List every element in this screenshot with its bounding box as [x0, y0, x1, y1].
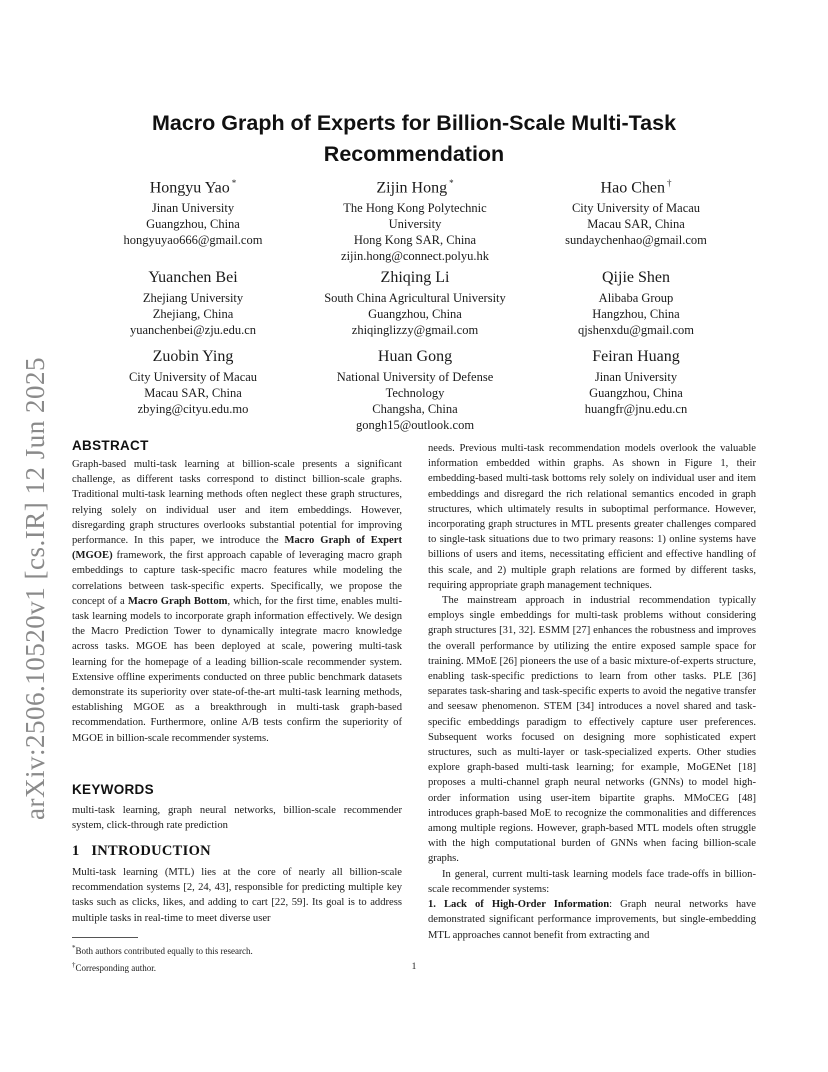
author-name: Zijin Hong * — [376, 178, 454, 197]
author-block — [78, 173, 308, 248]
author-block — [521, 268, 751, 338]
abstract-heading: ABSTRACT — [72, 438, 149, 453]
author-email: hongyuyao666@gmail.com — [123, 233, 263, 248]
author-name: Hongyu Yao * — [149, 178, 237, 197]
author-block — [300, 347, 530, 433]
author-affiliation: The Hong Kong Polytechnic — [343, 201, 487, 216]
author-email: yuanchenbei@zju.edu.cn — [129, 323, 257, 337]
keywords-heading: KEYWORDS — [72, 782, 154, 797]
author-affiliation: University — [388, 217, 442, 232]
author-affiliation: Zhejiang University — [142, 291, 244, 305]
intro-paragraph: In general, current multi-task learning models face trade-offs in billion-scale recommender systems: — [428, 868, 756, 895]
author-location: Zhejiang, China — [152, 307, 234, 321]
arxiv-identifier: arXiv:2506.10520v1 [cs.IR] 12 Jun 2025 — [20, 357, 50, 820]
author-affiliation: Technology — [385, 386, 445, 400]
mgoe-term: Macro Graph of Expert (MGOE) — [72, 535, 402, 562]
lack-of-high-order-term: 1. Lack of High-Order Information — [428, 899, 610, 911]
author-name: Huan Gong — [377, 348, 453, 365]
footnotes — [72, 941, 402, 975]
author-name: Yuanchen Bei — [148, 269, 238, 286]
author-email: zhiqinglizzy@gmail.com — [351, 323, 479, 337]
author-affiliation: Jinan University — [594, 370, 678, 384]
author-location: Hong Kong SAR, China — [353, 233, 477, 248]
author-email: zbying@cityu.edu.mo — [137, 402, 249, 416]
author-name: Hao Chen † — [600, 178, 672, 197]
author-location: Hangzhou, China — [592, 307, 680, 321]
author-block — [300, 268, 530, 338]
introduction-text-left: Multi-task learning (MTL) lies at the core of nearly all billion-scale recommendation systems [2, 24, 43], responsible for predicting multiple key tasks such as clicks, likes, and adding to cart [22, 59]. Its goal is to address multiple tasks in real-time to meet diverse user — [72, 867, 402, 924]
footnote-rule — [72, 937, 138, 938]
author-location: Guangzhou, China — [146, 217, 240, 232]
abstract-section — [72, 438, 402, 746]
author-email: qjshenxdu@gmail.com — [577, 323, 694, 337]
author-location: Guangzhou, China — [589, 386, 683, 400]
author-affiliation: Jinan University — [151, 201, 235, 216]
introduction-section — [72, 843, 402, 926]
author-location: Guangzhou, China — [368, 307, 462, 321]
keywords-section — [72, 782, 402, 833]
abstract-body: Graph-based multi-task learning at billion-scale presents a significant challenge, as different tasks correspond to distinct billion-scale graphs. Traditional multi-task learning methods often neglect these graph structures, relying solely on individual user and item embeddings. However, disregarding graph structures overlooks substantial potential for improving performance. In this paper, we introduce the Macro Graph of Expert (MGOE) framework, the first approach capable of leveraging macro graph embeddings to capture task-specific macro features while modeling the correlations between task-specific experts. Specifically, we propose the concept of a Macro Graph Bottom, which, for the first time, enables multi-task learning models to incorporate graph information effectively. We design the Macro Prediction Tower to dynamically integrate macro knowledge across tasks. MGOE has been deployed at scale, powering multi-task learning for the homepage of a leading billion-scale recommender system. Extensive offline experiments conducted on three public benchmark datasets demonstrate its superiority over state-of-the-art multi-task learning methods, establishing MGOE as a breakthrough in multi-task graph-based recommendation. Furthermore, online A/B tests confirm the superiority of MGOE in billion-scale recommender systems. — [72, 459, 402, 744]
author-location: Changsha, China — [372, 402, 458, 416]
intro-paragraph: needs. Previous multi-task recommendation models overlook the valuable information embedded within graphs. As shown in Figure 1, their embedding-based multi-task bottoms rely solely on individual user and item embeddings and disregard the rich relational semantics encoded in graph structures, which ultimately results in suboptimal performance. However, incorporating graph structures in MTL presents greater challenges compared to single-task situations due to two primary reasons: 1) online systems have billions of users and items, necessitating efficient and effective handling of this scale, and 2) multiple graph relations are formed by different tasks, requiring appropriate graph management techniques. — [428, 443, 756, 591]
author-block — [300, 173, 530, 264]
author-location: Macau SAR, China — [144, 386, 242, 400]
paper-title: Macro Graph of Experts for Billion-Scale Multi-Task Recommendation — [151, 111, 677, 166]
macro-graph-bottom-term: Macro Graph Bottom — [127, 595, 228, 607]
author-email: gongh15@outlook.com — [355, 418, 475, 432]
author-name: Zhiqing Li — [380, 269, 450, 286]
author-block — [521, 173, 751, 248]
author-name: Feiran Huang — [592, 348, 680, 365]
page-number: 1 — [411, 962, 417, 972]
intro-paragraph: The mainstream approach in industrial recommendation typically employs single embeddings for multi-task problems without considering graph structures [31, 32]. ESMM [27] enhances the robustness and improves the overall performance by utilizing the entire exposed sample space for training. MMoE [26] pioneers the use of a basic mixture-of-experts structure, enabling task-specific predictions to learn from other tasks. PLE [36] separates task-sharing and task-specific experts to avoid the negative transfer and seesaw phenomenon. STEM [34] introduces a novel shared and task-specific embeddings paradigm to effectively capture user preferences. Subsequent works focused on designing more sophisticated expert structures, such as multi-layer or task-specialized experts. Other studies explore graph-based multi-task learning; for example, MoGENet [18] proposes a multi-channel graph neural networks (GNNs) to model high-order information using user-item bipartite graphs. MMoCEG [48] introduces graph-based MoE to recognize the commonalities and differences among multiple regions. However, graph-based MTL models often struggle with the high computational burden of GNNs when facing billion-scale graphs. — [428, 595, 756, 865]
author-email: sundaychenhao@gmail.com — [565, 233, 707, 248]
footnote: *Both authors contributed equally to this research. — [72, 944, 253, 956]
author-affiliation: National University of Defense — [336, 370, 494, 384]
keywords-text: multi-task learning, graph neural networks, billion-scale recommender system, click-through rate prediction — [72, 805, 402, 832]
author-location: Macau SAR, China — [587, 217, 685, 232]
author-name: Zuobin Ying — [152, 348, 234, 365]
author-affiliation: City University of Macau — [128, 370, 258, 384]
introduction-heading: 1 INTRODUCTION — [72, 843, 211, 859]
author-email: zijin.hong@connect.polyu.hk — [341, 249, 489, 264]
author-affiliation: South China Agricultural University — [324, 291, 506, 305]
author-email: huangfr@jnu.edu.cn — [584, 402, 688, 416]
author-block — [78, 347, 308, 417]
intro-paragraph: 1. Lack of High-Order Information: Graph neural networks have demonstrated significant performance improvements, but single-embedding MTL approaches cannot benefit from extracting and — [428, 899, 756, 941]
author-block — [78, 268, 308, 338]
author-affiliation: Alibaba Group — [598, 291, 674, 305]
author-name: Qijie Shen — [602, 269, 670, 286]
footnote: †Corresponding author. — [72, 961, 156, 973]
author-affiliation: City University of Macau — [571, 201, 701, 216]
author-block — [521, 347, 751, 417]
introduction-text-right — [428, 441, 756, 943]
